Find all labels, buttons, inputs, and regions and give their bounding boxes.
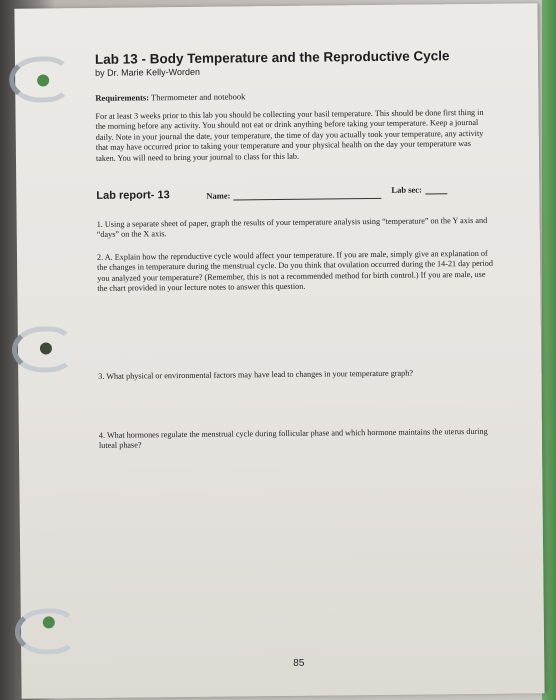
requirements-label: Requirements: (95, 92, 150, 103)
question-3: 3. What physical or environmental factors may have lead to changes in your temperature graph? (98, 369, 414, 382)
name-label: Name: (206, 190, 231, 201)
requirements-line (95, 89, 495, 103)
question-4: 4. What hormones regulate the menstrual cycle during follicular phase and which hormone maintains the uterus during luteal phase? (98, 426, 488, 451)
lab-sec-blank[interactable] (425, 185, 447, 194)
document-content (95, 48, 499, 452)
page-number: 85 (293, 657, 305, 669)
question-1: 1. Using a separate sheet of paper, graph the results of your temperature analysis using “temperature” on the Y axis and “days” on the X axis. (96, 215, 488, 240)
punch-hole-icon (37, 74, 49, 86)
binder-ring-icon (15, 608, 77, 655)
lab-sec-label: Lab sec: (391, 184, 422, 195)
requirements-value: Thermometer and notebook (150, 91, 246, 103)
report-header (96, 182, 496, 202)
question-2: 2. A. Explain how the reproductive cycle would affect your temperature. If you are male, simply give an explanation of the changes in temperature during the menstrual cycle. Do you think that ovulation occurred during the 14-21 day period you analyzed your temperature? (Remember, this is not a recommended method for birth control.) If you are male, use the chart provided in your lecture notes to answer this question. (96, 248, 493, 293)
document-author: by Dr. Marie Kelly-Worden (95, 66, 200, 78)
binder-edge (542, 0, 556, 700)
punch-hole-icon (43, 616, 55, 628)
name-blank[interactable] (233, 190, 381, 201)
intro-paragraph: For at least 3 weeks prior to this lab you should be collecting your basil temperature. This should be done first thing in the morning before any activity. You should not eat or drink anything before taking your temperature. Keep a journal daily. Note in your journal the date, your temperature, the time of day you actually took your temperature, any activity that may have occurred prior to taking your temperature and your physical health on the day your temperature was taken. You will need to bring your journal to class for this lab. (95, 107, 484, 163)
document-page (14, 3, 544, 698)
punch-hole-icon (40, 342, 52, 354)
document-title: Lab 13 - Body Temperature and the Reproductive Cycle (94, 48, 450, 67)
report-title: Lab report- 13 (96, 189, 170, 202)
